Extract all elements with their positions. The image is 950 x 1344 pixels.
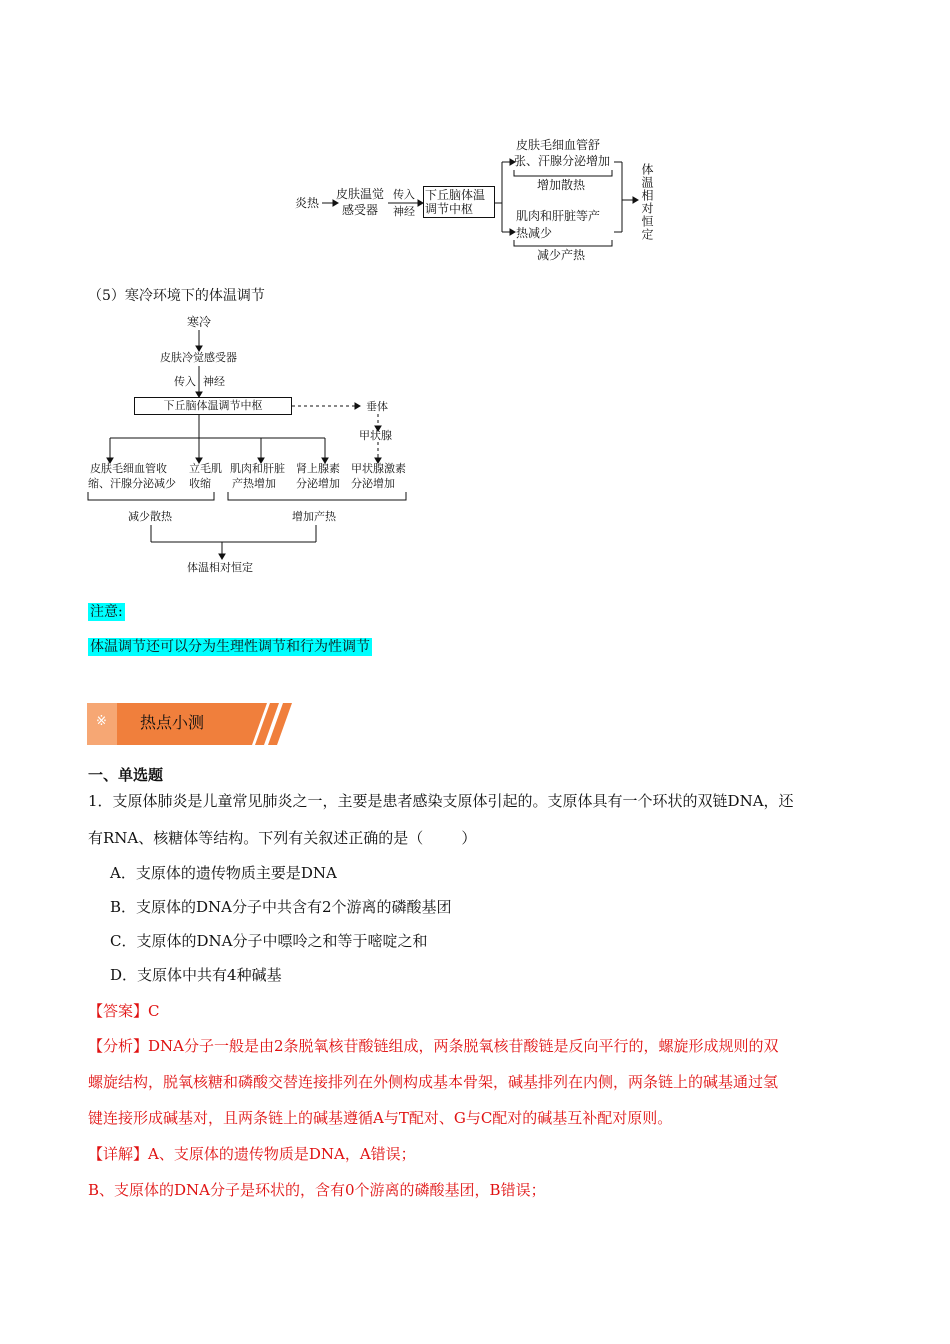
cold-result-left: 减少散热 [128, 510, 172, 523]
cold-center-box: 下丘脑体温调节中枢 [134, 397, 292, 415]
cold-outcome: 体温相对恒定 [187, 561, 253, 574]
hot-top-result: 增加散热 [537, 178, 586, 192]
q1-line2: 有RNA、核糖体等结构。下列有关叙述正确的是（ ） [88, 829, 477, 847]
cold-pituitary: 垂体 [366, 400, 388, 413]
cold-branch2-line2: 收缩 [189, 477, 211, 490]
q1-line1: 1．支原体肺炎是儿童常见肺炎之一，主要是患者感染支原体引起的。支原体具有一个环状的双链DNA，还 [88, 792, 794, 810]
detail-line2: B、支原体的DNA分子是环状的，含有0个游离的磷酸基团，B错误； [88, 1181, 546, 1199]
detail-line1: 【详解】A、支原体的遗传物质是DNA，A错误； [88, 1145, 416, 1163]
option-d[interactable]: D．支原体中共有4种碱基 [110, 966, 282, 984]
hot-center-line1: 下丘脑体温 [425, 188, 486, 202]
hot-diagram-lines [0, 0, 950, 280]
banner-star-icon: ※ [96, 714, 107, 729]
cold-branch4-line1: 肾上腺素 [296, 462, 340, 475]
quiz-heading: 一、单选题 [88, 766, 164, 784]
hot-afferent-bottom: 神经 [393, 205, 415, 218]
analysis-line3: 键连接形成碱基对，且两条链上的碱基遵循A与T配对、G与C配对的碱基互补配对原则。 [88, 1109, 673, 1127]
cold-receptor: 皮肤冷觉感受器 [160, 351, 237, 364]
analysis-line1: 【分析】DNA分子一般是由2条脱氧核苷酸链组成，两条脱氧核苷酸链是反向平行的，螺旋形成规则的双 [88, 1037, 779, 1055]
cold-branch3-line2: 产热增加 [232, 477, 276, 490]
hot-top-branch-line2: 张、汗腺分泌增加 [514, 154, 611, 168]
option-a[interactable]: A．支原体的遗传物质主要是DNA [110, 864, 337, 882]
hot-bottom-result: 减少产热 [537, 248, 586, 262]
option-b[interactable]: B．支原体的DNA分子中共含有2个游离的磷酸基团 [110, 898, 452, 916]
hot-center-box [423, 186, 495, 218]
cold-branch5-line1: 甲状腺激素 [351, 462, 406, 475]
hot-bottom-branch-line2: 热减少 [516, 226, 553, 240]
banner-title: 热点小测 [140, 713, 205, 732]
cold-branch5-line2: 分泌增加 [351, 477, 395, 490]
cold-branch1-line2: 缩、汗腺分泌减少 [88, 477, 176, 490]
analysis-line2: 螺旋结构，脱氧核糖和磷酸交替连接排列在外侧构成基本骨架，碱基排列在内侧，两条链上的碱基通过氢 [88, 1073, 779, 1091]
cold-branch3-line1: 肌肉和肝脏 [230, 462, 285, 475]
answer: 【答案】C [88, 1002, 160, 1020]
hot-outcome: 体温相对恒定 [640, 163, 654, 241]
note-label-text: 注意: [90, 604, 123, 620]
hot-bottom-branch-line1: 肌肉和肝脏等产 [516, 209, 601, 223]
cold-stimulus: 寒冷 [187, 315, 212, 329]
section-5-title: （5）寒冷环境下的体温调节 [88, 288, 265, 304]
hot-center-line2: 调节中枢 [425, 202, 474, 216]
cold-branch4-line2: 分泌增加 [296, 477, 340, 490]
note-text [88, 638, 372, 656]
hot-receptor-line2: 感受器 [342, 203, 379, 217]
hot-receptor-line1: 皮肤温觉 [336, 187, 385, 201]
cold-branch1-line1: 皮肤毛细血管收 [90, 462, 167, 475]
note-text-content: 体温调节还可以分为生理性调节和行为性调节 [90, 639, 370, 655]
hot-top-branch-line1: 皮肤毛细血管舒 [516, 138, 601, 152]
hot-afferent-top: 传入 [393, 188, 415, 201]
cold-diagram-lines [0, 300, 950, 590]
cold-result-right: 增加产热 [292, 510, 336, 523]
hot-stimulus: 炎热 [295, 196, 320, 210]
note-label [88, 603, 125, 621]
cold-afferent: 传入 神经 [174, 375, 225, 388]
cold-thyroid: 甲状腺 [359, 429, 392, 442]
cold-branch2-line1: 立毛肌 [189, 462, 222, 475]
option-c[interactable]: C．支原体的DNA分子中嘌呤之和等于嘧啶之和 [110, 932, 428, 950]
